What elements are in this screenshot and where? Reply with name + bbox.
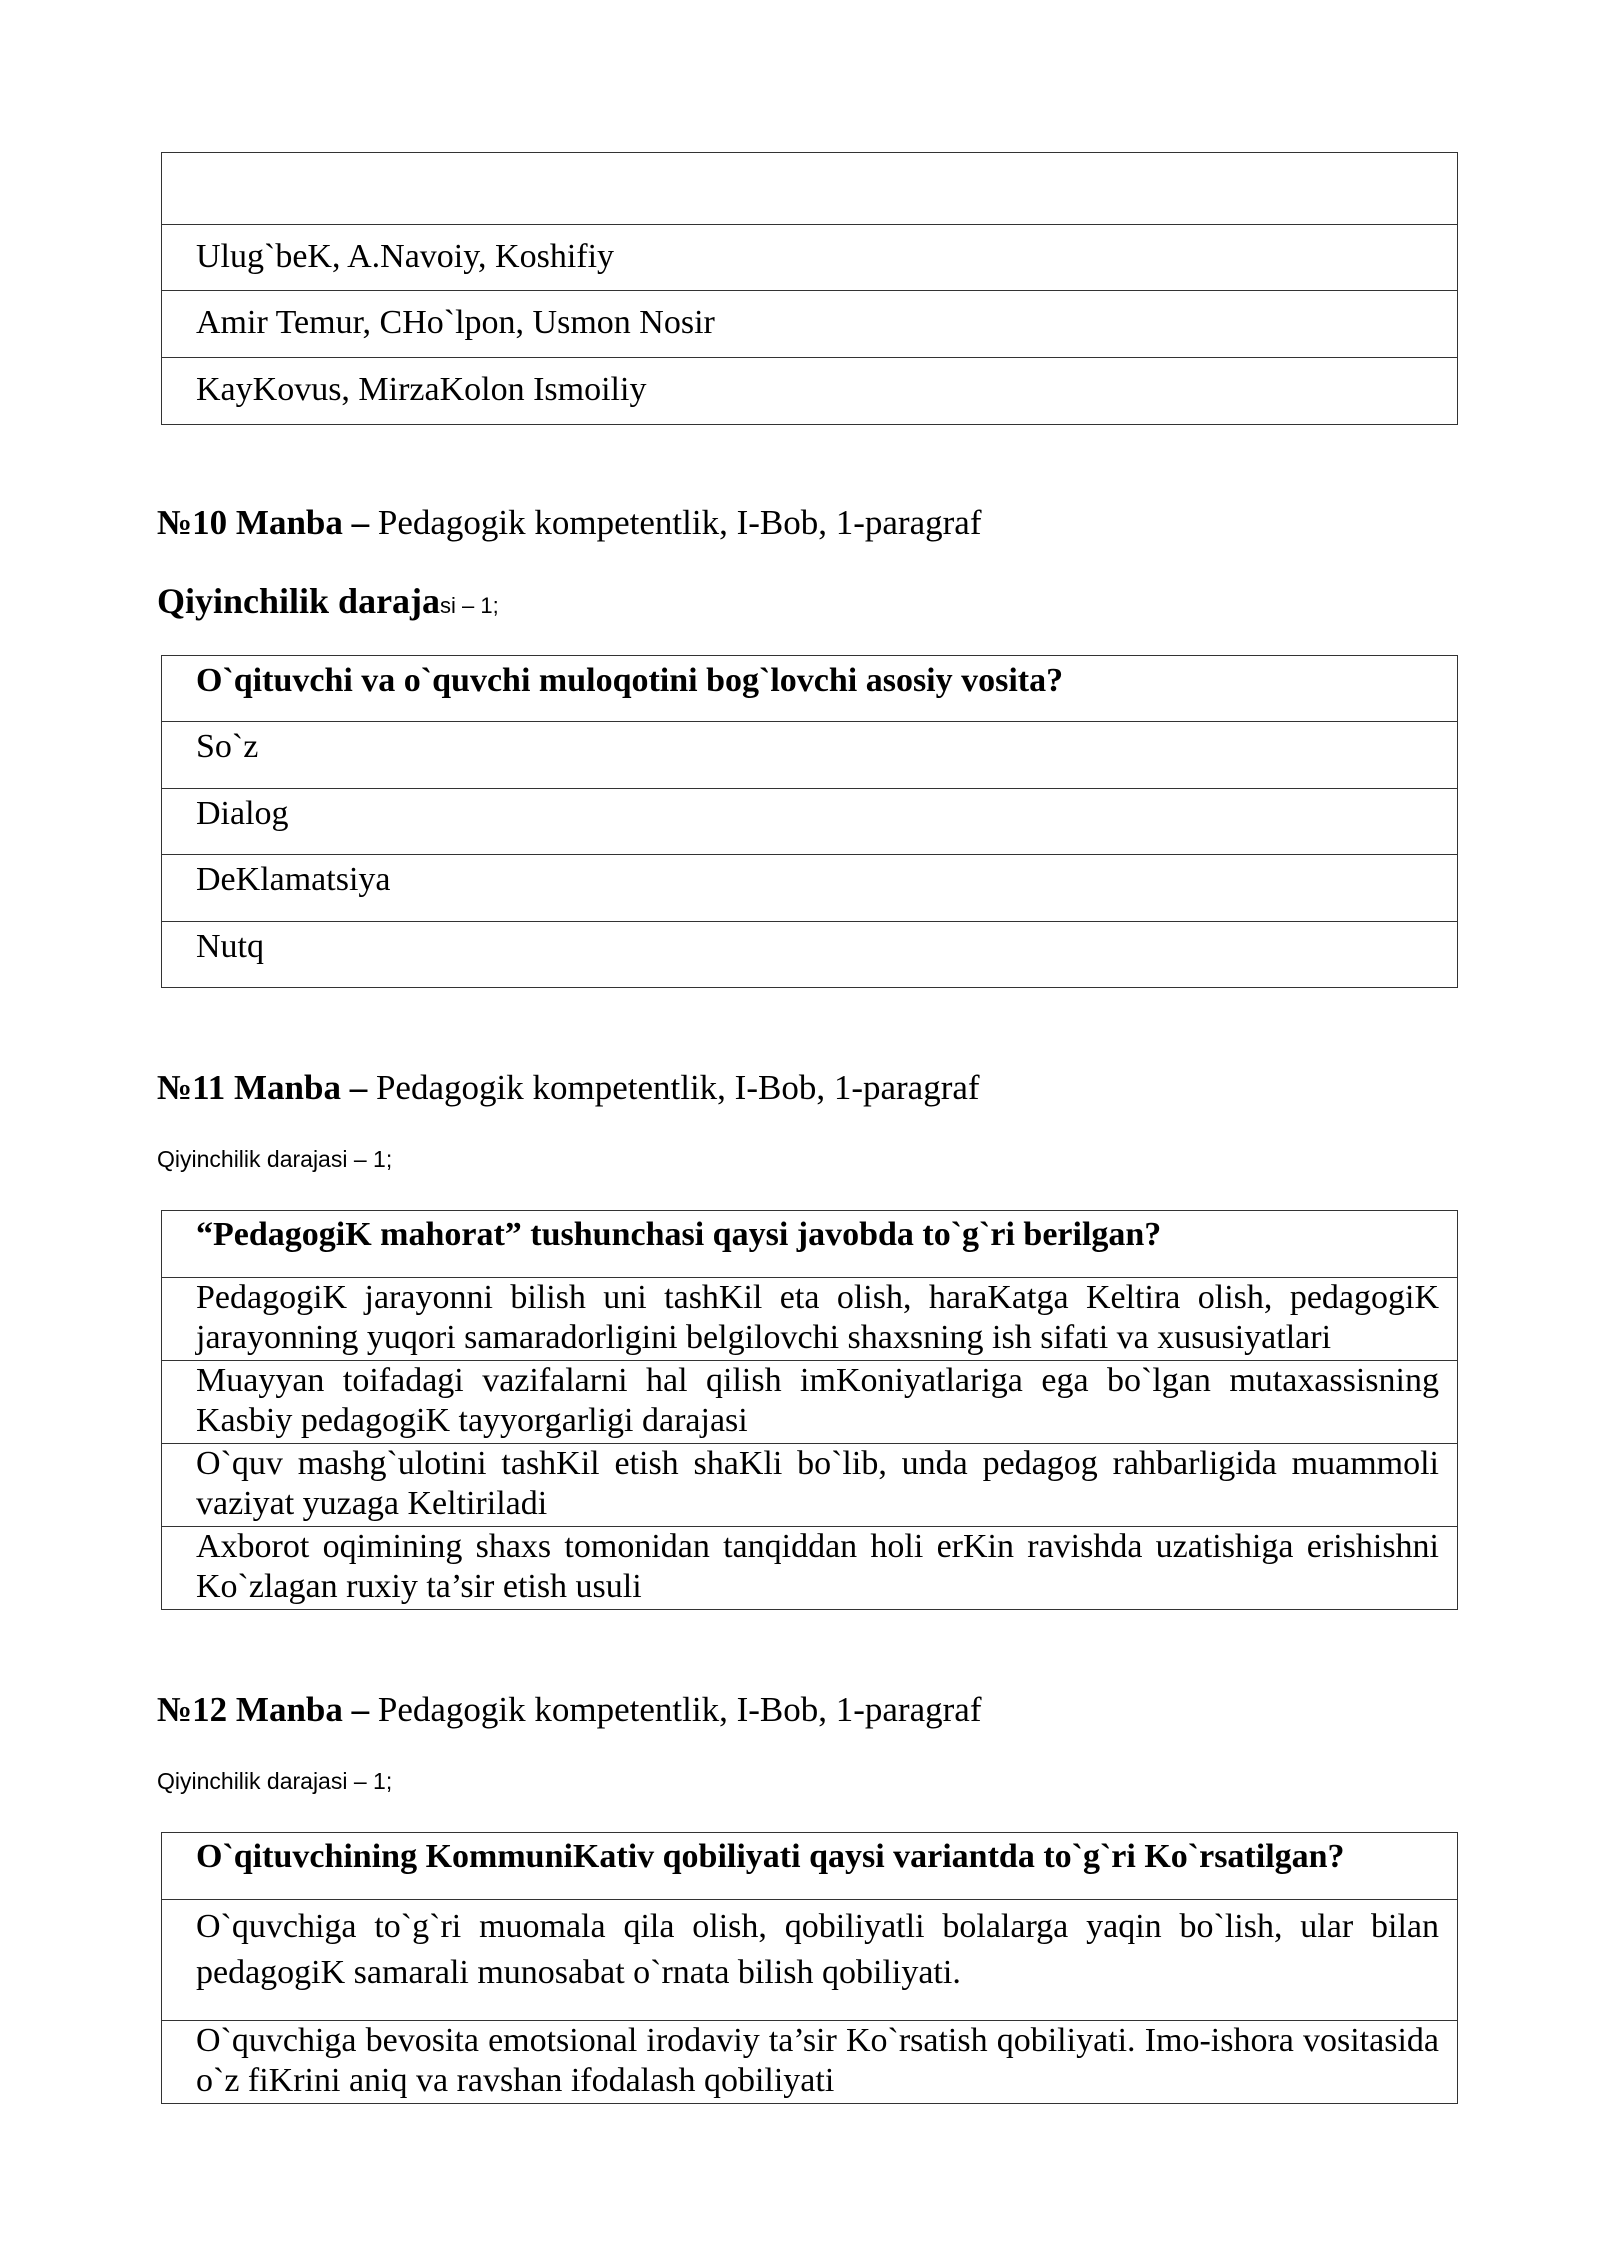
difficulty-level: Qiyinchilik darajasi – 1; [157,1768,393,1794]
answer-option: Dialog [162,789,1458,855]
answer-option: Axborot oqimining shaxs tomonidan tanqiddan holi erKin ravishda uzatishiga erishishni Ko`zlagan ruxiy ta’sir etish usuli [162,1527,1458,1610]
question-source: Pedagogik kompetentlik, I-Bob, 1-paragraf [369,1690,982,1729]
answers-table-11 [161,1210,1458,1610]
answers-table-12 [161,1832,1458,2104]
answer-option: PedagogiK jarayonni bilish uni tashKil eta olish, haraKatga Keltira olish, pedagogiK jarayonning yuqori samaradorligini belgilovchi shaxsning ish sifati va xususiyatlari [162,1278,1458,1361]
difficulty-level: Qiyinchilik darajasi – 1; [157,1146,393,1172]
question-cell: “PedagogiK mahorat” tushunchasi qaysi javobda to`g`ri berilgan? [162,1211,1458,1278]
difficulty-level [157,580,499,622]
answer-option: O`quvchiga bevosita emotsional irodaviy ta’sir Ko`rsatish qobiliyati. Imo-ishora vositasida o`z fiKrini aniq va ravshan ifodalash qobiliyati [162,2021,1458,2104]
answer-option: Nutq [162,922,1458,988]
question-source: Pedagogik kompetentlik, I-Bob, 1-paragraf [367,1068,980,1107]
answer-option: Ulug`beK, A.Navoiy, Koshifiy [162,225,1458,291]
answer-option: O`quvchiga to`g`ri muomala qila olish, qobiliyatli bolalarga yaqin bo`lish, ular bilan pedagogiK samarali munosabat o`rnata bilish qobiliyati. [162,1900,1458,2021]
question-number: №11 Manba – [157,1068,368,1107]
question-11-heading [157,1068,980,1108]
answer-option: DeKlamatsiya [162,855,1458,922]
answer-option: So`z [162,722,1458,789]
answer-option: Amir Temur, CHo`lpon, Usmon Nosir [162,291,1458,358]
question-source: Pedagogik kompetentlik, I-Bob, 1-paragraf [369,503,982,542]
question-number: №10 Manba – [157,503,370,542]
answers-table-10 [161,655,1458,988]
question-cell: O`qituvchi va o`quvchi muloqotini bog`lovchi asosiy vosita? [162,656,1458,722]
question-cell: O`qituvchining KommuniKativ qobiliyati qaysi variantda to`g`ri Ko`rsatilgan? [162,1833,1458,1900]
answer-option: Muayyan toifadagi vazifalarni hal qilish imKoniyatlariga ega bo`lgan mutaxassisning Kasbiy pedagogiK tayyorgarligi darajasi [162,1361,1458,1444]
answer-option: O`quv mashg`ulotini tashKil etish shaKli bo`lib, unda pedagog rahbarligida muammoli vaziyat yuzaga Keltiriladi [162,1444,1458,1527]
question-number: №12 Manba – [157,1690,370,1729]
difficulty-label: Qiyinchilik daraja [157,581,441,621]
answer-option: KayKovus, MirzaKolon Ismoiliy [162,358,1458,425]
answers-table-9 [161,152,1458,425]
question-cell [162,153,1458,225]
question-10-heading [157,503,981,543]
difficulty-value: si – 1; [440,593,499,618]
question-12-heading [157,1690,981,1730]
